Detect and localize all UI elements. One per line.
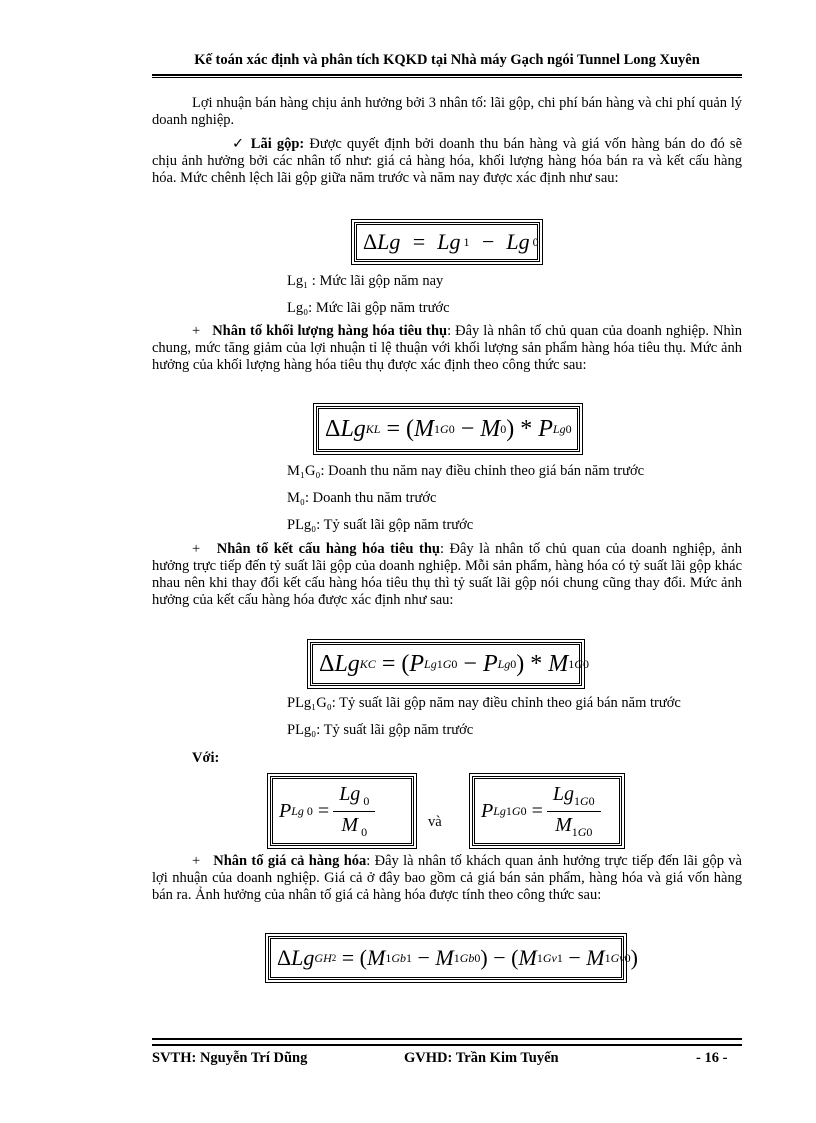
bullet-plus: + [192, 323, 201, 339]
definition-plg0: PLg₀: Tỷ suất lãi gộp năm trước [287, 517, 474, 533]
definition-lg1: Lg₁ : Mức lãi gộp năm nay [287, 273, 444, 289]
paragraph-khoi-luong [152, 323, 742, 374]
formula-plg0-fraction: P Lg 0 = $\frac{Lg _0}{M _0}$ [270, 776, 414, 846]
paragraph-intro: Lợi nhuận bán hàng chịu ảnh hưởng bởi 3 nhân tố: lãi gộp, chi phí bán hàng và chi phí quản lý doanh nghiệp. [152, 95, 742, 128]
gia-ca-text: : Đây là nhân tố khách quan ảnh hưởng trực tiếp đến lãi gộp và lợi nhuận của doanh nghiệp. Giá cả ở đây bao gồm cả giá bán sản phẩm, hàng hóa và giá vốn hàng bán ra. Ảnh hưởng của nhân tố giá cả hàng hóa được tính theo công thức sau: [152, 853, 742, 903]
paragraph-ket-cau [152, 541, 742, 609]
paragraph-lai-gop [152, 136, 742, 187]
footer-student: SVTH: Nguyễn Trí Dũng [152, 1050, 308, 1066]
formula-delta-lg-kl: Δ Lg KL = ( M 1 G 0 − M 0 ) * P Lg 0 [316, 406, 580, 452]
label-voi: Với: [192, 750, 220, 766]
running-header: Kế toán xác định và phân tích KQKD tại Nhà máy Gạch ngói Tunnel Long Xuyên [194, 52, 700, 68]
bullet-plus: + [192, 853, 201, 869]
term-gia-ca: Nhân tố giá cả hàng hóa [213, 853, 367, 869]
definition-m0: M₀: Doanh thu năm trước [287, 490, 437, 506]
formula-plg1g0-fraction: P Lg 1 G 0 = $\frac{Lg_{1G0}}{M_{1G0}}$ [472, 776, 622, 846]
formula-delta-lg: Δ Lg = Lg 1 − Lg 0 [354, 222, 540, 262]
conjunction-va: và [428, 814, 442, 830]
header-rule [152, 74, 742, 78]
term-lai-gop: Lãi gộp: [250, 136, 305, 152]
definition-plg0-2: PLg₀: Tỷ suất lãi gộp năm trước [287, 722, 474, 738]
page-number: - 16 - [696, 1050, 728, 1066]
term-ket-cau: Nhân tố kết cấu hàng hóa tiêu thụ [216, 541, 440, 557]
footer-advisor: GVHD: Trần Kim Tuyến [404, 1050, 559, 1066]
definition-m1g0: M₁G₀: Doanh thu năm nay điều chỉnh theo giá bán năm trước [287, 463, 645, 479]
ket-cau-text: : Đây là nhân tố chủ quan của doanh nghiệp, ảnh hưởng trực tiếp đến tỷ suất lãi gộp của doanh nghiệp. Mỗi sản phẩm, hàng hóa có tỷ suất lãi gộp khác nhau nên khi thay đổi kết cấu hàng hóa tiêu thụ thì tỷ suất lãi gộp nói chung cũng thay đổi. Mức ảnh hưởng của kết cấu hàng hóa được xác định như sau: [152, 541, 743, 608]
footer-rule [152, 1038, 742, 1046]
lai-gop-text: Được quyết định bởi doanh thu bán hàng và giá vốn hàng bán do đó sẽ chịu ảnh hưởng bởi các nhân tố như: giá cả hàng hóa, khối lượng hàng hóa bán ra và kết cấu hàng hóa. Mức chênh lệch lãi gộp giữa năm trước và năm nay được xác định như sau: [152, 136, 743, 186]
definition-lg0: Lg₀: Mức lãi gộp năm trước [287, 300, 450, 316]
formula-delta-lg-gh: Δ Lg GH 2 = ( M 1 Gb 1 − M 1 Gb 0 ) − ( M 1 Gv 1 − M 1 Gv 0 ) [268, 936, 624, 980]
khoi-luong-text: : Đây là nhân tố chủ quan của doanh nghiệp. Nhìn chung, mức tăng giảm của lợi nhuận tỉ lệ thuận với khối lượng sản phẩm hàng hóa tiêu thụ. Mức ảnh hưởng của khối lượng hàng hóa tiêu thụ được xác định theo công thức sau: [152, 323, 742, 373]
definition-plg1g0: PLg₁G₀: Tỷ suất lãi gộp năm nay điều chỉnh theo giá bán năm trước [287, 695, 681, 711]
checkmark-icon: ✓ [232, 136, 246, 152]
bullet-plus: + [192, 541, 201, 557]
term-khoi-luong: Nhân tố khối lượng hàng hóa tiêu thụ [212, 323, 448, 339]
paragraph-gia-ca [152, 853, 742, 904]
formula-delta-lg-kc: Δ Lg KC = ( P Lg 1 G 0 − P Lg 0 ) * M 1 G 0 [310, 642, 582, 686]
